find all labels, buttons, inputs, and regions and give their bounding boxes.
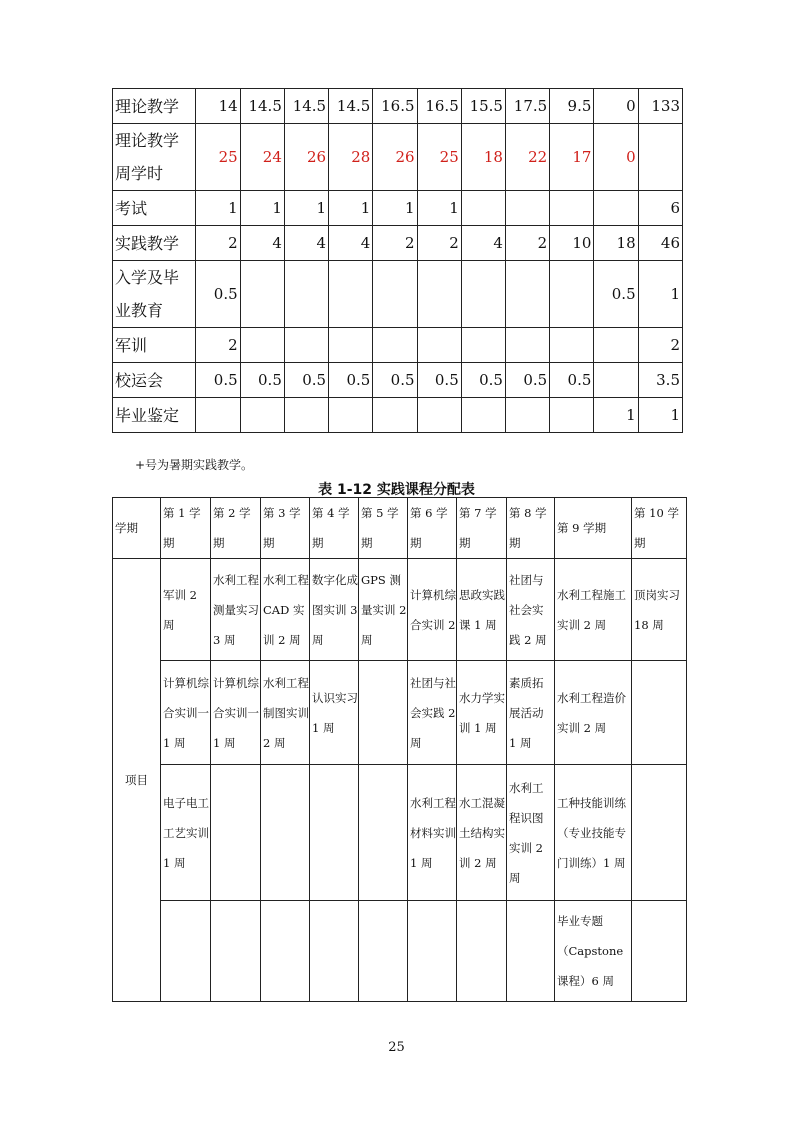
table-cell: 军训 2 周: [161, 559, 211, 661]
table-cell: 26: [284, 124, 328, 191]
table-cell: 16.5: [417, 89, 461, 124]
column-header: 第 7 学期: [457, 498, 507, 559]
table-cell: 6: [638, 191, 682, 226]
page-number: 25: [388, 1040, 405, 1055]
table-cell: 1: [638, 261, 682, 328]
table-cell: [417, 328, 461, 363]
table-cell: 4: [240, 226, 284, 261]
table-cell: [594, 191, 638, 226]
table-cell: 0.5: [461, 363, 505, 398]
column-header: 第 6 学期: [408, 498, 457, 559]
row-label: 理论教学: [113, 89, 196, 124]
table-cell: [329, 328, 373, 363]
table-cell: 2: [638, 328, 682, 363]
table-cell: 1: [284, 191, 328, 226]
table-cell: 1: [638, 398, 682, 433]
table-cell: 16.5: [373, 89, 417, 124]
table-cell: [408, 901, 457, 1002]
table-cell: [550, 328, 594, 363]
table-cell: [284, 328, 328, 363]
table-cell: 2: [505, 226, 549, 261]
table-cell: 14.5: [284, 89, 328, 124]
table-cell: [310, 901, 359, 1002]
table-cell: 14.5: [240, 89, 284, 124]
table-cell: [261, 765, 310, 901]
practice-course-table: [112, 497, 687, 1002]
row-label: 实践教学: [113, 226, 196, 261]
table-cell: 水利工程识图实训 2 周: [507, 765, 555, 901]
table-cell: 4: [284, 226, 328, 261]
table-cell: 素质拓展活动 1 周: [507, 661, 555, 765]
table-cell: [161, 901, 211, 1002]
table-cell: [550, 191, 594, 226]
table-cell: 17.5: [505, 89, 549, 124]
table-cell: [240, 398, 284, 433]
table-cell: [417, 398, 461, 433]
table-cell: [507, 901, 555, 1002]
table-cell: GPS 测量实训 2 周: [359, 559, 408, 661]
column-header: 学期: [113, 498, 161, 559]
table-cell: 2: [373, 226, 417, 261]
table-row: [113, 398, 683, 433]
table-cell: [329, 261, 373, 328]
table-cell: 0: [594, 124, 638, 191]
table-cell: 工种技能训练（专业技能专门训练）1 周: [555, 765, 632, 901]
table-row: [113, 328, 683, 363]
table-cell: 15.5: [461, 89, 505, 124]
table-cell: 17: [550, 124, 594, 191]
header-row: [113, 498, 687, 559]
row-label: 军训: [113, 328, 196, 363]
table-cell: 顶岗实习 18 周: [632, 559, 687, 661]
table-cell: 0.5: [594, 261, 638, 328]
table-cell: [638, 124, 682, 191]
table-cell: 1: [240, 191, 284, 226]
table-cell: 2: [196, 226, 240, 261]
table-cell: 133: [638, 89, 682, 124]
table-cell: 1: [196, 191, 240, 226]
table-cell: 0.5: [196, 363, 240, 398]
table-cell: [261, 901, 310, 1002]
table-cell: [329, 398, 373, 433]
table-row: [113, 124, 683, 191]
table-cell: 3.5: [638, 363, 682, 398]
table-cell: 0.5: [550, 363, 594, 398]
table-cell: [211, 901, 261, 1002]
table-row: [113, 191, 683, 226]
row-label: 考试: [113, 191, 196, 226]
table-cell: [373, 328, 417, 363]
table-cell: 1: [594, 398, 638, 433]
table-cell: 0.5: [505, 363, 549, 398]
table-cell: 思政实践课 1 周: [457, 559, 507, 661]
row-label: 毕业鉴定: [113, 398, 196, 433]
table-cell: [373, 261, 417, 328]
table-cell: 14: [196, 89, 240, 124]
table-cell: 计算机综合实训一 1 周: [161, 661, 211, 765]
column-header: 第 10 学期: [632, 498, 687, 559]
table-cell: 计算机综合实训一 1 周: [211, 661, 261, 765]
table-cell: 26: [373, 124, 417, 191]
column-header: 第 5 学期: [359, 498, 408, 559]
table-row: [113, 261, 683, 328]
footnote: +号为暑期实践教学。: [135, 458, 254, 472]
table-cell: 25: [196, 124, 240, 191]
table-cell: [594, 363, 638, 398]
table-cell: [359, 901, 408, 1002]
table-cell: 水力学实训 1 周: [457, 661, 507, 765]
table-row: [113, 559, 687, 661]
table-cell: [196, 398, 240, 433]
table-cell: 24: [240, 124, 284, 191]
table-cell: 1: [329, 191, 373, 226]
column-header: 第 2 学期: [211, 498, 261, 559]
table-cell: [457, 901, 507, 1002]
table-cell: 46: [638, 226, 682, 261]
table-cell: [284, 398, 328, 433]
table-title: 表 1-12 实践课程分配表: [318, 482, 475, 498]
table-row: [113, 765, 687, 901]
table-cell: 22: [505, 124, 549, 191]
table-cell: [461, 398, 505, 433]
table-cell: [359, 661, 408, 765]
table-cell: [359, 765, 408, 901]
table-row: [113, 226, 683, 261]
table-cell: 9.5: [550, 89, 594, 124]
column-header: 第 3 学期: [261, 498, 310, 559]
table-cell: 认识实习 1 周: [310, 661, 359, 765]
table-cell: 1: [373, 191, 417, 226]
table-cell: 水工混凝土结构实训 2 周: [457, 765, 507, 901]
table-cell: 0.5: [417, 363, 461, 398]
table-cell: [632, 765, 687, 901]
table-cell: [310, 765, 359, 901]
table-cell: 0: [594, 89, 638, 124]
table-cell: 水利工程造价实训 2 周: [555, 661, 632, 765]
table-cell: [505, 398, 549, 433]
table-cell: 25: [417, 124, 461, 191]
table-cell: [461, 328, 505, 363]
table-cell: [632, 661, 687, 765]
row-label: 入学及毕业教育: [113, 261, 196, 328]
table-cell: 18: [594, 226, 638, 261]
table-cell: [373, 398, 417, 433]
table-cell: 4: [329, 226, 373, 261]
table-cell: 0.5: [240, 363, 284, 398]
table-cell: 10: [550, 226, 594, 261]
table-cell: [461, 191, 505, 226]
table-cell: [240, 261, 284, 328]
table-cell: [550, 261, 594, 328]
table-cell: [417, 261, 461, 328]
table-cell: [632, 901, 687, 1002]
column-header: 第 8 学期: [507, 498, 555, 559]
table-cell: 0.5: [284, 363, 328, 398]
table-cell: 社团与社会实践 2 周: [408, 661, 457, 765]
table-cell: 0.5: [373, 363, 417, 398]
table-cell: [240, 328, 284, 363]
table-cell: [550, 398, 594, 433]
semester-hours-table: [112, 88, 683, 433]
table-cell: [461, 261, 505, 328]
table-row: [113, 901, 687, 1002]
table-cell: 18: [461, 124, 505, 191]
table-cell: [284, 261, 328, 328]
table-cell: 4: [461, 226, 505, 261]
table-cell: [505, 261, 549, 328]
table-cell: [505, 328, 549, 363]
table-row: [113, 89, 683, 124]
table-cell: 社团与社会实践 2 周: [507, 559, 555, 661]
column-header: 第 9 学期: [555, 498, 632, 559]
column-header: 第 1 学期: [161, 498, 211, 559]
table-cell: [211, 765, 261, 901]
table-cell: 毕业专题（Capstone 课程）6 周: [555, 901, 632, 1002]
row-label: 理论教学周学时: [113, 124, 196, 191]
table-cell: 14.5: [329, 89, 373, 124]
table-cell: 水利工程测量实习 3 周: [211, 559, 261, 661]
table-cell: 1: [417, 191, 461, 226]
table-cell: 数字化成图实训 3 周: [310, 559, 359, 661]
table-cell: 0.5: [196, 261, 240, 328]
table-cell: [505, 191, 549, 226]
table-cell: 电子电工工艺实训 1 周: [161, 765, 211, 901]
column-header: 第 4 学期: [310, 498, 359, 559]
table-cell: 0.5: [329, 363, 373, 398]
table-cell: 水利工程制图实训 2 周: [261, 661, 310, 765]
table-row: [113, 363, 683, 398]
table-cell: 计算机综合实训 2: [408, 559, 457, 661]
table-cell: 2: [417, 226, 461, 261]
table-cell: 2: [196, 328, 240, 363]
row-label: 校运会: [113, 363, 196, 398]
row-group-label: 项目: [113, 559, 161, 1002]
table-cell: 水利工程施工实训 2 周: [555, 559, 632, 661]
table-cell: 28: [329, 124, 373, 191]
table-cell: [594, 328, 638, 363]
table-row: [113, 661, 687, 765]
table-cell: 水利工程 CAD 实训 2 周: [261, 559, 310, 661]
table-cell: 水利工程材料实训 1 周: [408, 765, 457, 901]
